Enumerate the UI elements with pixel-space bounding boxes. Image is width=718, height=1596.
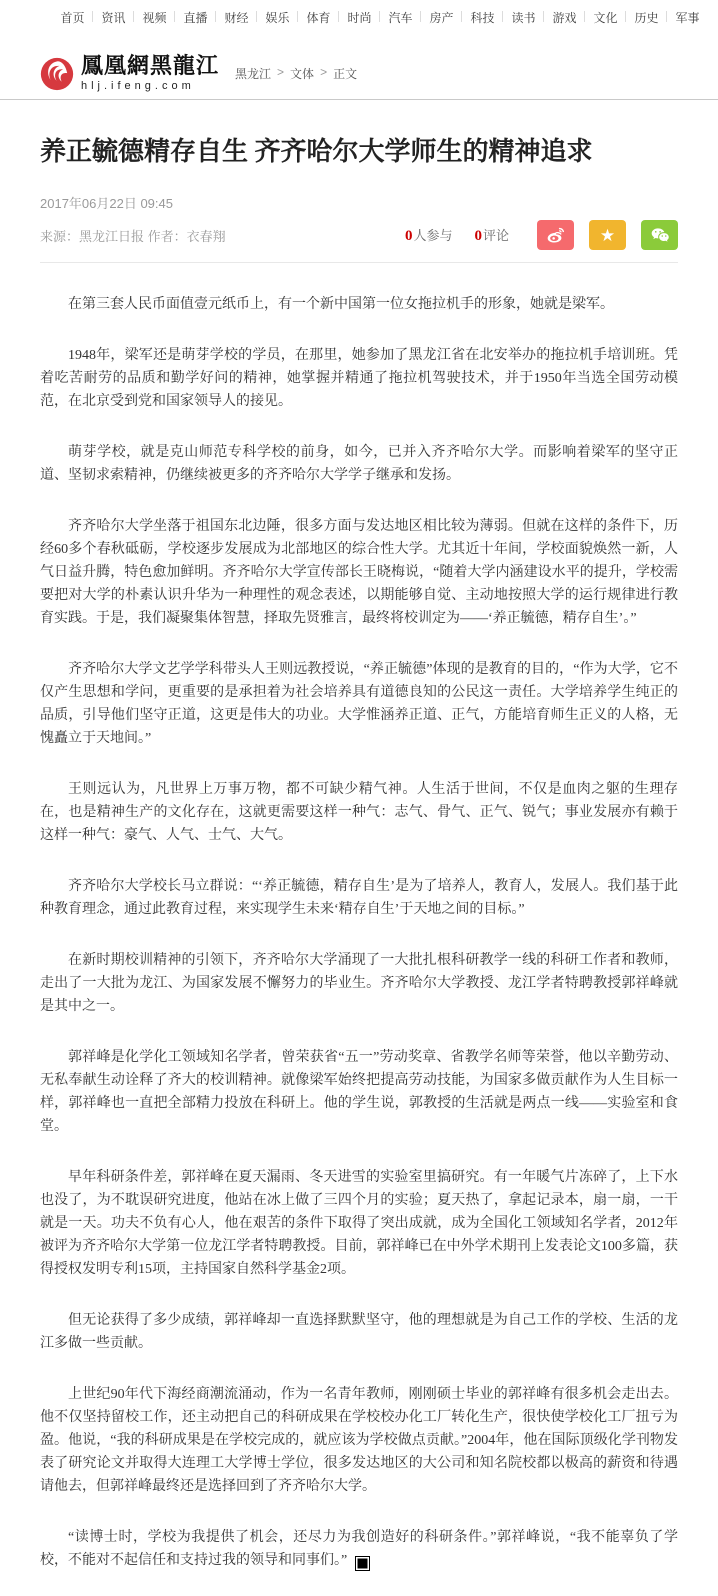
source-author-line: 来源：黑龙江日报 作者：衣春翔 [40,228,226,244]
participate-label: 人参与 [413,228,453,243]
comment-label: 评论 [482,228,509,243]
nav-item-house[interactable]: 房产 [421,9,462,30]
nav-item-live[interactable]: 直播 [175,9,216,30]
nav-item-home[interactable]: 首页 [52,9,93,30]
broken-image-icon: ✕ [355,1556,370,1571]
nav-item-fashion[interactable]: 时尚 [339,9,380,30]
breadcrumb-item-current: 正文 [333,67,358,81]
breadcrumb-item-section[interactable]: 文体 [290,67,315,81]
nav-item-news[interactable]: 资讯 [93,9,134,30]
breadcrumb [235,65,357,82]
paragraph: 早年科研条件差，郭祥峰在夏天漏雨、冬天进雪的实验室里搞研究。有一年暖气片冻碎了，上下水也没了，为不耽误研究进度，他站在冰上做了三四个月的实验；夏天热了，拿起记录本，扇一扇，一干就是一天。功夫不负有心人，他在艰苦的条件下取得了突出成就，成为全国化工领域知名学者，2012年被评为齐齐哈尔大学第一位龙江学者特聘教授。目前，郭祥峰已在中外学术期刊上发表论文100多篇，获得授权发明专利15项，主持国家自然科学基金2项。 [40,1170,678,1277]
paragraph: 王则远认为，凡世界上万事万物，都不可缺少精气神。人生活于世间，不仅是血肉之躯的生理存在，也是精神生产的文化存在，这就更需要这样一种气：志气、骨气、正气、锐气；事业发展亦有赖于这样一种气：豪气、人气、士气、大气。 [40,782,678,843]
paragraph: 在新时期校训精神的引领下，齐齐哈尔大学涌现了一大批扎根科研教学一线的科研工作者和教师，走出了一大批为龙江、为国家发展不懈努力的毕业生。齐齐哈尔大学教授、龙江学者特聘教授郭祥峰就是其中之一。 [40,953,678,1014]
favorite-share-button[interactable] [589,220,626,250]
page-title: 养正毓德精存自生 齐齐哈尔大学师生的精神追求 [40,137,593,166]
paragraph: 萌芽学校，就是克山师范专科学校的前身，如今，已并入齐齐哈尔大学。而影响着梁军的坚守正道、坚韧求索精神，仍继续被更多的齐齐哈尔大学学子继承和发扬。 [40,445,678,483]
star-icon: ★ [599,225,616,245]
weibo-icon [546,225,566,245]
participate-number: 0 [404,228,413,244]
nav-item-entertainment[interactable]: 娱乐 [257,9,298,30]
article-body [40,293,678,1572]
phoenix-logo-icon [40,57,74,91]
participate-count[interactable] [405,225,453,245]
meta-divider [40,262,678,263]
paragraph: 齐齐哈尔大学文艺学学科带头人王则远教授说，“养正毓德”体现的是教育的目的，“作为大学，它不仅产生思想和学问，更重要的是承担着为社会培养具有道德良知的公民这一责任。大学培养学生纯正的品质，引导他们坚守正道，这更是伟大的功业。大学惟涵养正道、正气，方能培育师生正义的人格，无愧矗立于天地间。” [40,662,678,746]
paragraph: 1948年，梁军还是萌芽学校的学员，在那里，她参加了黑龙江省在北安举办的拖拉机手培训班。凭着吃苦耐劳的品质和勤学好问的精神，她掌握并精通了拖拉机驾驶技术，并于1950年当选全国劳动模范，在北京受到党和国家领导人的接见。 [40,348,678,409]
site-header [0,30,718,92]
share-buttons [537,220,678,250]
nav-item-games[interactable]: 游戏 [544,9,585,30]
paragraph: 郭祥峰是化学化工领域知名学者，曾荣获省“五一”劳动奖章、省教学名师等荣誉，他以辛勤劳动、无私奉献生动诠释了齐大的校训精神。就像梁军始终把提高劳动技能，为国家多做贡献作为人生目标一样，郭祥峰也一直把全部精力投放在科研上。他的学生说，郭教授的生活就是两点一线——实验室和食堂。 [40,1050,678,1134]
paragraph: 齐齐哈尔大学坐落于祖国东北边陲，很多方面与发达地区相比较为薄弱。但就在这样的条件下，历经60多个春秋砥砺，学校逐步发展成为北部地区的综合性大学。尤其近十年间，学校面貌焕然一新，人气日益升腾，特色愈加鲜明。齐齐哈尔大学宣传部长王晓梅说，“随着大学内涵建设水平的提升，学校需要把对大学的朴素认识升华为一种理性的观念表述，以期能够自觉、主动地按照大学的运行规律进行教育实践。于是，我们凝聚集体智慧，择取先贤雅言，最终将校训定为——‘养正毓德，精存自生’。” [40,519,678,626]
nav-item-auto[interactable]: 汽车 [380,9,421,30]
header-divider [0,99,718,100]
paragraph-text: “读博士时，学校为我提供了机会，还尽力为我创造好的科研条件。”郭祥峰说，“我不能辜负了学校，不能对不起信任和支持过我的领导和同事们。” [40,1530,678,1568]
nav-item-history[interactable]: 历史 [626,9,667,30]
nav-item-tech[interactable]: 科技 [462,9,503,30]
logo-text-block [81,55,219,92]
breadcrumb-separator: > [320,65,328,79]
nav-item-culture[interactable]: 文化 [585,9,626,30]
top-navigation [0,0,718,30]
comment-number: 0 [474,228,482,244]
wechat-share-button[interactable] [641,220,678,250]
wechat-icon [650,225,670,245]
paragraph: 上世纪90年代下海经商潮流涌动，作为一名青年教师，刚刚硕士毕业的郭祥峰有很多机会走出去。他不仅坚持留校工作，还主动把自己的科研成果在学校校办化工厂转化生产，很快使学校化工厂扭亏为盈。他说，“我的科研成果是在学校完成的，就应该为学校做点贡献。”2004年，他在国际顶级化学刊物发表了研究论文并取得大连理工大学博士学位，很多发达地区的大公司和知名院校都以极高的薪资和待遇请他去，但郭祥峰最终还是选择回到了齐齐哈尔大学。 [40,1387,678,1494]
paragraph: 但无论获得了多少成绩，郭祥峰却一直选择默默坚守，他的理想就是为自己工作的学校、生活的龙江多做一些贡献。 [40,1313,678,1351]
site-logo[interactable] [40,55,219,92]
breadcrumb-separator: > [277,65,285,79]
weibo-share-button[interactable] [537,220,574,250]
nav-item-video[interactable]: 视频 [134,9,175,30]
logo-domain: hlj.ifeng.com [81,80,195,92]
paragraph: 在第三套人民币面值壹元纸币上，有一个新中国第一位女拖拉机手的形象，她就是梁军。 [68,297,614,312]
paragraph: 齐齐哈尔大学校长马立群说：“‘养正毓德，精存自生’是为了培养人，教育人，发展人。我们基于此种教育理念，通过此教育过程，来实现学生未来‘精存自生’于天地之间的目标。” [40,879,678,917]
breadcrumb-item-region[interactable]: 黑龙江 [235,67,272,81]
nav-item-military[interactable]: 军事 [675,11,700,25]
logo-name: 鳳凰網黑龍江 [81,53,220,78]
nav-item-sports[interactable]: 体育 [298,9,339,30]
nav-item-books[interactable]: 读书 [503,9,544,30]
article-meta-row [40,220,678,250]
comment-count[interactable] [474,225,509,245]
publish-datetime: 2017年06月22日 09:45 [40,196,173,211]
nav-item-finance[interactable]: 财经 [216,9,257,30]
paragraph-last [40,1526,678,1572]
